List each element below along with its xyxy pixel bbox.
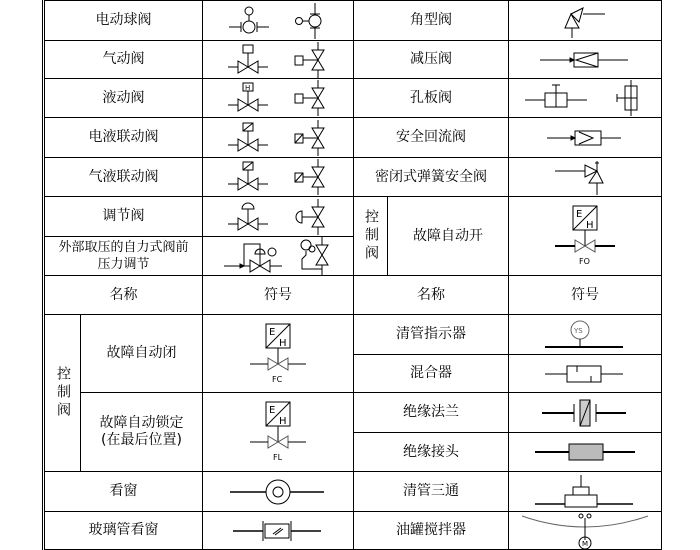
name-sealed-spring-safety-valve: 密闭式弹簧安全阀: [354, 158, 509, 197]
insulating-flange-icon: [542, 398, 628, 428]
electro-hydraulic-valve-icon: [228, 121, 268, 155]
name-glass-tube-sight-glass: 玻璃管看窗: [45, 512, 203, 550]
pig-indicator-code: YS: [574, 326, 583, 335]
electro-hydraulic-valve-vertical-icon: [294, 120, 328, 156]
fail-lock-valve-icon: [248, 400, 308, 464]
name-tank-mixer: 油罐搅拌器: [354, 512, 509, 550]
header-symbol-2: 符号: [509, 276, 662, 315]
symbol-orifice-valve: [509, 79, 662, 118]
control-valve-label-bottom: 控制阀: [45, 315, 81, 472]
sight-glass-icon: [230, 477, 326, 507]
symbol-pigging-tee: [509, 472, 662, 512]
name-fail-lock: 故障自动锁定(在最后位置): [81, 393, 203, 472]
symbol-pig-indicator: [509, 315, 662, 355]
fail-open-code: FO: [579, 257, 590, 266]
name-fail-open: 故障自动开: [388, 197, 509, 276]
symbol-sight-glass: [203, 472, 354, 512]
symbol-tank-mixer: [509, 512, 662, 550]
name-pressure-reducing-valve: 减压阀: [354, 41, 509, 79]
safety-return-valve-icon: [547, 128, 623, 148]
name-insulating-flange: 绝缘法兰: [354, 393, 509, 433]
fail-open-valve-icon: [555, 204, 615, 268]
symbol-sealed-spring-safety-valve: [509, 158, 662, 197]
symbol-insulating-joint: [509, 433, 662, 472]
actuator-label-e: E: [269, 326, 276, 338]
name-pigging-tee: 清管三通: [354, 472, 509, 512]
orifice-valve-vertical-icon: [615, 80, 645, 116]
tank-mixer-icon: [520, 512, 650, 550]
symbol-fail-lock: [203, 393, 354, 472]
fail-lock-code: FL: [273, 453, 283, 462]
actuator-label-h: H: [586, 220, 594, 231]
symbol-electric-ball-valve: [203, 1, 354, 41]
actuator-label-e: E: [576, 209, 583, 220]
symbol-self-operated-upstream-pressure-regulator: [203, 237, 354, 276]
pigging-tee-icon: [535, 475, 635, 509]
symbol-fail-open: [509, 197, 662, 276]
actuator-label-e: E: [269, 405, 276, 416]
symbol-gas-hydraulic-valve: [203, 158, 354, 197]
hydraulic-valve-icon: [228, 81, 268, 115]
name-mixer: 混合器: [354, 355, 509, 393]
glass-tube-sight-glass-icon: [233, 519, 323, 543]
name-safety-return-valve: 安全回流阀: [354, 118, 509, 158]
self-operated-regulator-icon: [224, 238, 284, 274]
symbol-glass-tube-sight-glass: [203, 512, 354, 550]
name-angle-valve: 角型阀: [354, 1, 509, 41]
fail-close-code: FC: [272, 374, 283, 384]
orifice-valve-icon: [525, 83, 589, 113]
control-valve-label-top: 控制阀: [354, 197, 388, 276]
pressure-reducing-valve-icon: [540, 50, 630, 70]
actuator-label-h: H: [279, 337, 287, 349]
name-regulating-valve: 调节阀: [45, 197, 203, 237]
header-name-2: 名称: [354, 276, 509, 315]
gas-hydraulic-valve-icon: [228, 160, 268, 194]
symbol-safety-return-valve: [509, 118, 662, 158]
symbol-pneumatic-valve: [203, 41, 354, 79]
symbol-fail-close: [203, 315, 354, 393]
name-hydraulic-valve: 液动阀: [45, 79, 203, 118]
name-fail-close: 故障自动闭: [81, 315, 203, 393]
mixer-motor-code: M: [582, 539, 589, 548]
svg-text:H: H: [245, 84, 251, 92]
name-pneumatic-valve: 气动阀: [45, 41, 203, 79]
regulating-valve-icon: [228, 200, 268, 234]
electric-ball-valve-vertical-icon: [295, 3, 327, 39]
angle-valve-icon: [555, 4, 615, 38]
symbol-hydraulic-valve: [203, 79, 354, 118]
name-sight-glass: 看窗: [45, 472, 203, 512]
name-self-operated-upstream-pressure-regulator: 外部取压的自力式阀前压力调节: [45, 237, 203, 276]
regulating-valve-vertical-icon: [294, 199, 328, 235]
header-symbol-1: 符号: [203, 276, 354, 315]
fail-close-valve-icon: [248, 322, 308, 386]
symbol-mixer: [509, 355, 662, 393]
symbol-pressure-reducing-valve: [509, 41, 662, 79]
name-electric-ball-valve: 电动球阀: [45, 1, 203, 41]
symbol-insulating-flange: [509, 393, 662, 433]
name-electro-hydraulic-valve: 电液联动阀: [45, 118, 203, 158]
pig-indicator-icon: [545, 318, 625, 352]
mixer-icon: [545, 363, 625, 385]
name-insulating-joint: 绝缘接头: [354, 433, 509, 472]
header-name-1: 名称: [45, 276, 203, 315]
name-orifice-valve: 孔板阀: [354, 79, 509, 118]
self-operated-regulator-vertical-icon: [298, 237, 332, 275]
symbol-regulating-valve: [203, 197, 354, 237]
pneumatic-valve-icon: [228, 43, 268, 77]
hydraulic-valve-vertical-icon: [294, 80, 328, 116]
pneumatic-valve-vertical-icon: [294, 42, 328, 78]
actuator-label-h: H: [279, 416, 287, 427]
gas-hydraulic-valve-vertical-icon: [294, 159, 328, 195]
symbol-electro-hydraulic-valve: [203, 118, 354, 158]
name-pig-indicator: 清管指示器: [354, 315, 509, 355]
insulating-joint-icon: [535, 442, 635, 462]
sealed-spring-safety-valve-icon: [555, 159, 615, 195]
name-gas-hydraulic-valve: 气液联动阀: [45, 158, 203, 197]
symbol-angle-valve: [509, 1, 662, 41]
electric-ball-valve-icon: [229, 5, 269, 37]
